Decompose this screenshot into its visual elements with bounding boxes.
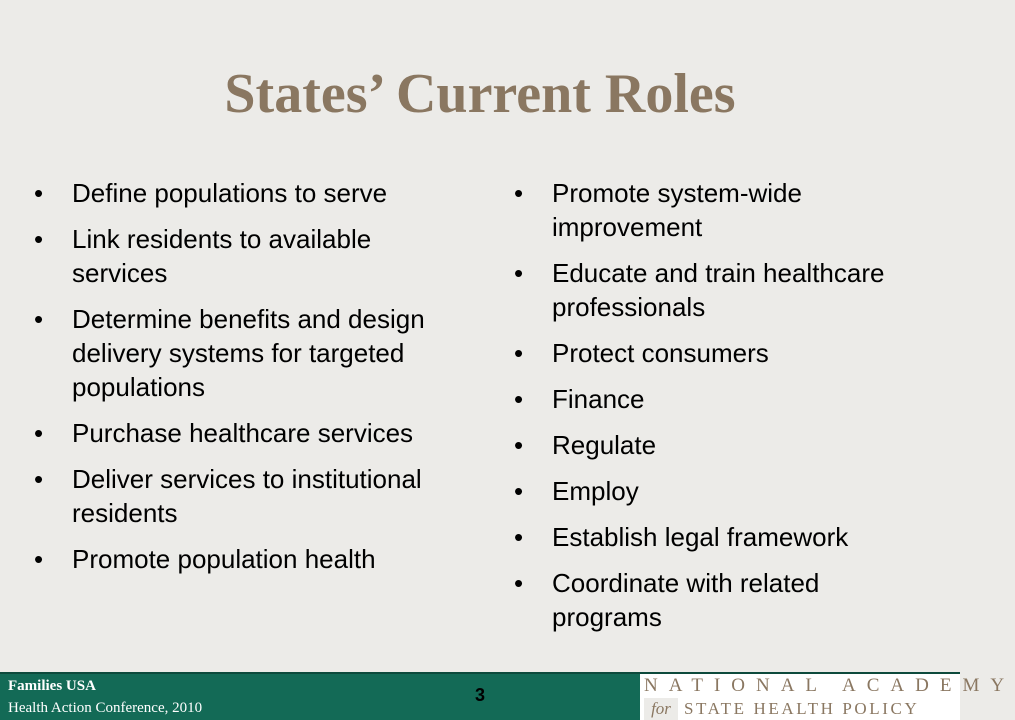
logo-text-line2: STATE HEALTH POLICY <box>684 699 920 718</box>
page-number: 3 <box>474 685 485 705</box>
bullet-text: Establish legal framework <box>552 522 849 552</box>
bullet-icon: • <box>514 258 524 288</box>
bullet-text: Promote population health <box>72 544 376 574</box>
bullet-icon: • <box>34 224 44 254</box>
bullet-text: Deliver services to institutional residents <box>72 464 422 528</box>
footer-organization: Families USA <box>8 678 96 694</box>
bullet-text: Promote system-wide improvement <box>552 178 802 242</box>
bullet-icon: • <box>34 304 44 334</box>
bullet-text: Purchase healthcare services <box>72 418 414 448</box>
bullet-item <box>514 176 934 244</box>
bullet-text: Coordinate with related programs <box>552 568 820 632</box>
bullet-icon: • <box>514 178 524 208</box>
bullet-text: Regulate <box>552 430 657 460</box>
bullet-item <box>34 302 434 404</box>
bullet-icon: • <box>514 522 524 552</box>
bullet-icon: • <box>514 430 524 460</box>
bullet-icon: • <box>514 384 524 414</box>
bullet-item <box>514 428 934 462</box>
slide-title: States’ Current Roles <box>224 63 736 125</box>
bullet-text: Employ <box>552 476 639 506</box>
bullet-item <box>514 520 934 554</box>
bullet-text: Link residents to available services <box>72 224 372 288</box>
bullet-icon: • <box>34 418 44 448</box>
bullet-text: Educate and train healthcare professionals <box>552 258 885 322</box>
bullet-item <box>34 222 434 290</box>
bullet-item <box>34 176 434 210</box>
logo-line2 <box>640 698 960 720</box>
right-bullet-list <box>514 176 934 646</box>
logo-for-text: for <box>644 698 678 720</box>
bullet-item <box>34 416 434 450</box>
bullet-icon: • <box>34 178 44 208</box>
bullet-text: Define populations to serve <box>72 178 388 208</box>
bullet-icon: • <box>514 338 524 368</box>
bullet-item <box>514 566 934 634</box>
bullet-text: Finance <box>552 384 645 414</box>
bullet-item <box>514 474 934 508</box>
bullet-item <box>34 542 434 576</box>
bullet-icon: • <box>514 568 524 598</box>
logo-text-line1: NATIONAL ACADEMY <box>644 675 1015 696</box>
bullet-icon: • <box>514 476 524 506</box>
bullet-item <box>514 256 934 324</box>
bullet-item <box>514 382 934 416</box>
bullet-item <box>34 462 434 530</box>
footer-event: Health Action Conference, 2010 <box>8 700 203 716</box>
bullet-text: Protect consumers <box>552 338 769 368</box>
left-bullet-list <box>34 176 434 588</box>
bullet-text: Determine benefits and design delivery systems for targeted populations <box>72 304 425 402</box>
bullet-icon: • <box>34 464 44 494</box>
nashp-logo <box>640 674 1015 720</box>
bullet-item <box>514 336 934 370</box>
bullet-icon: • <box>34 544 44 574</box>
